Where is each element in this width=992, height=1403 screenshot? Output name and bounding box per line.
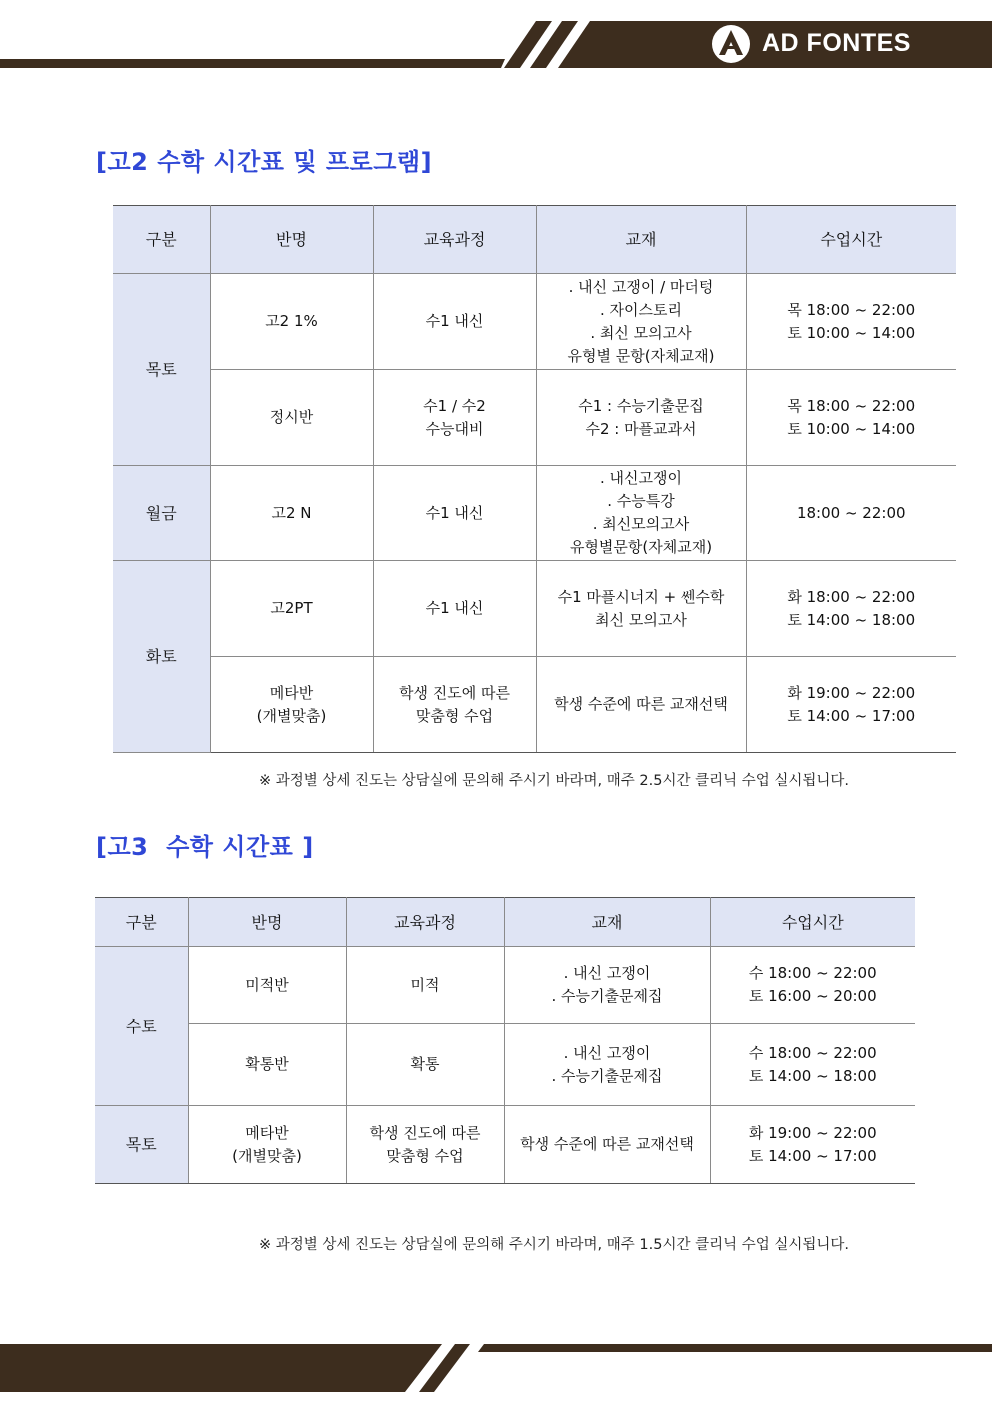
- textbook-cell: [536, 274, 746, 370]
- cell-text-line: 수1 내신: [425, 599, 484, 617]
- cell-text-line: 정시반: [269, 408, 314, 426]
- header-class-name: 반명: [188, 898, 346, 947]
- class-time-cell: [746, 657, 956, 753]
- class-time-cell: [746, 274, 956, 370]
- textbook-cell: [504, 947, 710, 1024]
- curriculum-cell: [373, 370, 536, 466]
- cell-text-line: 토 14:00 ~ 18:00: [787, 610, 916, 629]
- textbook-cell: [536, 370, 746, 466]
- table-row: [95, 1106, 915, 1184]
- group-label-cell: 목토: [95, 1106, 188, 1184]
- cell-text-line: 수 18:00 ~ 22:00: [748, 1043, 877, 1062]
- class-time-cell: [746, 466, 956, 561]
- cell-text-line: . 내신 고쟁이: [563, 964, 651, 982]
- cell-text-line: . 내신고쟁이: [600, 469, 682, 487]
- class-time-cell: [746, 561, 956, 657]
- cell-text-line: 토 14:00 ~ 18:00: [748, 1066, 877, 1085]
- grade2-schedule-table: [113, 205, 956, 753]
- class-name-cell: [210, 274, 373, 370]
- cell-text-line: 목 18:00 ~ 22:00: [787, 396, 916, 415]
- table-row: [113, 370, 956, 466]
- table-row: [113, 657, 956, 753]
- group-label-cell: 화토: [113, 561, 210, 753]
- header-class-time: 수업시간: [746, 206, 956, 274]
- curriculum-cell: [373, 274, 536, 370]
- group-label-cell: 월금: [113, 466, 210, 561]
- cell-text-line: 학생 진도에 따른: [369, 1123, 481, 1142]
- cell-text-line: 화 18:00 ~ 22:00: [787, 587, 916, 606]
- cell-text-line: 미적반: [245, 975, 289, 994]
- curriculum-cell: [346, 1024, 504, 1106]
- cell-text-line: 학생 진도에 따른: [399, 683, 510, 702]
- cell-text-line: 최신 모의고사: [595, 610, 687, 629]
- table-row: [113, 466, 956, 561]
- class-time-cell: [710, 1106, 915, 1184]
- table-row: [113, 561, 956, 657]
- cell-text-line: 수능대비: [425, 419, 484, 438]
- class-name-cell: [188, 947, 346, 1024]
- cell-text-line: 수1 내신: [425, 312, 484, 330]
- table-row: [113, 274, 956, 370]
- section1-note: ※ 과정별 상세 진도는 상담실에 문의해 주시기 바라며, 매주 2.5시간 클리닉 수업 실시됩니다.: [259, 773, 849, 789]
- cell-text-line: 토 10:00 ~ 14:00: [787, 419, 916, 438]
- cell-text-line: 메타반: [245, 1123, 289, 1142]
- cell-text-line: 목 18:00 ~ 22:00: [787, 300, 916, 319]
- header-class-time: 수업시간: [710, 898, 915, 947]
- textbook-cell: [504, 1024, 710, 1106]
- cell-text-line: 고2PT: [270, 599, 313, 617]
- cell-text-line: 18:00 ~ 22:00: [796, 503, 906, 522]
- header-textbook: 교재: [536, 206, 746, 274]
- header-category: 구분: [113, 206, 210, 274]
- section2-title: [고3 수학 시간표 ]: [96, 833, 314, 861]
- cell-text-line: 맞춤형 수업: [415, 706, 494, 725]
- cell-text-line: 고2 1%: [265, 312, 318, 330]
- header-category: 구분: [95, 898, 188, 947]
- cell-text-line: . 수능기출문제집: [551, 1066, 663, 1085]
- table-header-row: [113, 206, 956, 274]
- class-name-cell: [188, 1106, 346, 1184]
- cell-text-line: 화 19:00 ~ 22:00: [748, 1123, 877, 1142]
- brand-logo-text: AD FONTES: [762, 29, 911, 57]
- header-textbook: 교재: [504, 898, 710, 947]
- cell-text-line: . 수능특강: [607, 492, 675, 510]
- cell-text-line: 유형별 문항(자체교재): [567, 346, 715, 365]
- cell-text-line: . 내신 고쟁이: [563, 1043, 651, 1062]
- textbook-cell: [536, 657, 746, 753]
- section2-note: ※ 과정별 상세 진도는 상담실에 문의해 주시기 바라며, 매주 1.5시간 클리닉 수업 실시됩니다.: [259, 1237, 849, 1253]
- class-name-cell: [210, 561, 373, 657]
- cell-text-line: 고2 N: [271, 503, 312, 522]
- cell-text-line: 수 18:00 ~ 22:00: [748, 964, 877, 982]
- cell-text-line: (개별맞춤): [256, 706, 327, 725]
- cell-text-line: . 최신 모의고사: [590, 323, 692, 342]
- header-curriculum: 교육과정: [373, 206, 536, 274]
- cell-text-line: 수2 : 마플교과서: [585, 419, 697, 438]
- cell-text-line: 미적: [410, 975, 440, 994]
- logo-icon: [712, 25, 750, 63]
- cell-text-line: 학생 수준에 따른 교재선택: [554, 695, 728, 713]
- group-label-cell: 목토: [113, 274, 210, 466]
- group-label-cell: 수토: [95, 947, 188, 1106]
- cell-text-line: 맞춤형 수업: [386, 1146, 464, 1165]
- class-name-cell: [210, 657, 373, 753]
- cell-text-line: . 자이스토리: [600, 300, 682, 319]
- table-header-row: [95, 898, 915, 947]
- cell-text-line: (개별맞춤): [232, 1146, 302, 1165]
- cell-text-line: 학생 수준에 따른 교재선택: [520, 1135, 694, 1153]
- header-left-band: [0, 59, 505, 68]
- section1-title: [고2 수학 시간표 및 프로그램]: [96, 148, 433, 176]
- cell-text-line: 화 19:00 ~ 22:00: [787, 683, 916, 702]
- textbook-cell: [536, 561, 746, 657]
- class-name-cell: [210, 370, 373, 466]
- table-row: [95, 947, 915, 1024]
- cell-text-line: 토 16:00 ~ 20:00: [748, 987, 877, 1005]
- cell-text-line: 수1 내신: [425, 503, 484, 522]
- cell-text-line: . 내신 고쟁이 / 마더텅: [568, 277, 714, 296]
- class-name-cell: [210, 466, 373, 561]
- cell-text-line: 수1 : 수능기출문집: [578, 396, 704, 415]
- curriculum-cell: [346, 1106, 504, 1184]
- header-class-name: 반명: [210, 206, 373, 274]
- table-row: [95, 1024, 915, 1106]
- cell-text-line: 토 14:00 ~ 17:00: [748, 1146, 877, 1165]
- cell-text-line: 수1 마플시너지 + 쎈수학: [557, 587, 725, 606]
- class-time-cell: [710, 1024, 915, 1106]
- class-time-cell: [710, 947, 915, 1024]
- cell-text-line: 수1 / 수2: [423, 396, 486, 415]
- footer-right-band: [478, 1344, 992, 1352]
- cell-text-line: 토 14:00 ~ 17:00: [787, 706, 916, 725]
- cell-text-line: 유형별문항(자체교재): [569, 538, 713, 556]
- cell-text-line: . 최신모의고사: [592, 515, 690, 533]
- cell-text-line: . 수능기출문제집: [551, 987, 663, 1005]
- textbook-cell: [536, 466, 746, 561]
- cell-text-line: 토 10:00 ~ 14:00: [787, 323, 916, 342]
- grade3-schedule-table: [95, 897, 915, 1184]
- cell-text-line: 메타반: [269, 683, 314, 702]
- curriculum-cell: [373, 657, 536, 753]
- curriculum-cell: [373, 561, 536, 657]
- cell-text-line: 확통반: [245, 1055, 289, 1073]
- class-time-cell: [746, 370, 956, 466]
- textbook-cell: [504, 1106, 710, 1184]
- curriculum-cell: [346, 947, 504, 1024]
- class-name-cell: [188, 1024, 346, 1106]
- curriculum-cell: [373, 466, 536, 561]
- header-curriculum: 교육과정: [346, 898, 504, 947]
- footer-left-band: [0, 1344, 442, 1392]
- cell-text-line: 확통: [410, 1055, 440, 1073]
